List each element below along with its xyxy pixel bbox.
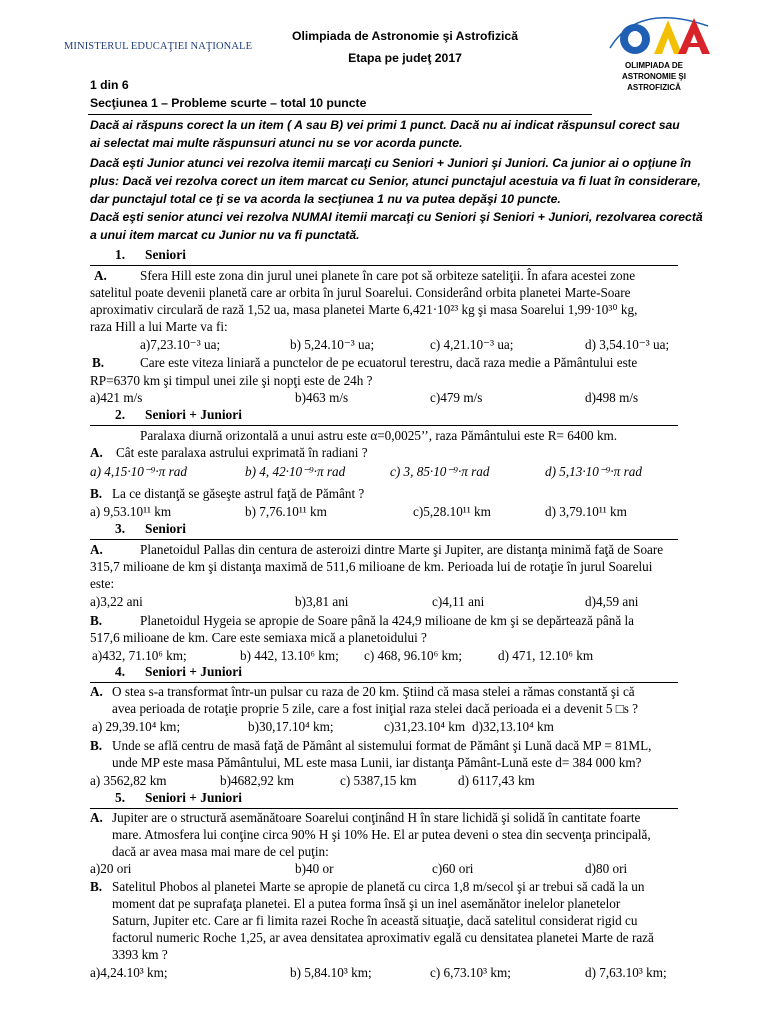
- question-line: 315,7 milioane de km şi distanţa maximă de 511,6 milioane de km. Perioada lui de rotaţie în jurul Soarelui: [90, 559, 653, 574]
- answer-option[interactable]: c) 5387,15 km: [340, 773, 417, 788]
- section-divider: [88, 114, 592, 115]
- question-line: Satelitul Phobos al planetei Marte se apropie de planetă cu circa 1,8 m/secol şi ar trebui să cadă la un: [112, 879, 645, 894]
- item-label: B.: [90, 486, 103, 501]
- question-line: satelitul poate devenii planetă care ar orbita în jurul Soarelui. Considerând orbita planetei Marte-Soare: [90, 285, 631, 300]
- answer-option[interactable]: b)40 or: [295, 861, 334, 876]
- oaa-logo: [608, 12, 718, 62]
- answer-option[interactable]: d) 5,13·10⁻⁹·π rad: [545, 464, 642, 479]
- question-line: RP=6370 km şi timpul unei zile şi nopţi este de 24h ?: [90, 373, 373, 388]
- item-label: B.: [90, 879, 103, 894]
- stage-title: Etapa pe judeţ 2017: [348, 51, 462, 65]
- answer-option[interactable]: c) 4,21.10⁻³ ua;: [430, 337, 514, 352]
- answer-option[interactable]: d) 3,79.10¹¹ km: [545, 504, 627, 519]
- answer-option[interactable]: a)20 ori: [90, 861, 132, 876]
- answer-option[interactable]: d) 3,54.10⁻³ ua;: [585, 337, 670, 352]
- question-line: 517,6 milioane de km. Care este semiaxa mică a planetoidului ?: [90, 630, 427, 645]
- item-label: A.: [90, 810, 103, 825]
- instruction-line: Dacă eşti Junior atunci vei rezolva itemii marcaţi cu Seniori + Juniori şi Juniori. Ca junior ai o opţiune în: [90, 156, 692, 170]
- topic-title: Seniori + Juniori: [145, 790, 242, 805]
- answer-option[interactable]: d) 471, 12.10⁶ km: [498, 648, 594, 663]
- instruction-line: Dacă eşti senior atunci vei rezolva NUMAI itemii marcaţi cu Seniori şi Seniori + Juniori, rezolvarea corectă: [90, 210, 703, 224]
- answer-option[interactable]: b)463 m/s: [295, 390, 349, 405]
- answer-option[interactable]: b) 5,84.10³ km;: [290, 965, 372, 980]
- instruction-line: ai selectat mai multe răspunsuri atunci nu se vor acorda puncte.: [90, 136, 463, 150]
- answer-option[interactable]: c)60 ori: [432, 861, 474, 876]
- topic-number: 5.: [115, 790, 126, 805]
- answer-option[interactable]: b) 4, 42·10⁻⁹·π rad: [245, 464, 346, 479]
- section-title: Secţiunea 1 – Probleme scurte – total 10 puncte: [90, 96, 367, 110]
- answer-option[interactable]: d) 7,63.10³ km;: [585, 965, 667, 980]
- answer-option[interactable]: a)432, 71.10⁶ km;: [92, 648, 187, 663]
- topic-title: Seniori: [145, 521, 186, 536]
- question-line: avea perioada de rotaţie proprie 5 zile, care a fost iniţial raza stelei dacă perioada ei a devenit 5 □s ?: [112, 701, 639, 716]
- question-line: factorul numeric Roche 1,25, ar avea densitatea aproximativ egală cu densitatea planetei Marte de rază: [112, 930, 654, 945]
- question-line: este:: [90, 576, 115, 591]
- topic-rule: [90, 808, 678, 809]
- logo-caption-2: ASTRONOMIE ŞI: [621, 72, 686, 81]
- question-line: Care este viteza liniară a punctelor de pe ecuatorul terestru, dacă raza medie a Pământului este: [140, 355, 638, 370]
- topic-rule: [90, 265, 678, 266]
- item-label: B.: [92, 355, 105, 370]
- question-line: Cât este paralaxa astrului exprimată în radiani ?: [116, 445, 368, 460]
- answer-option[interactable]: c) 3, 85·10⁻⁹·π rad: [390, 464, 490, 479]
- instruction-line: Dacă ai răspuns corect la un item ( A sau B) vei primi 1 punct. Dacă nu ai indicat răspunsul corect sau: [90, 118, 680, 132]
- topic-heading: [115, 247, 186, 263]
- answer-option[interactable]: d) 6117,43 km: [458, 773, 535, 788]
- answer-option[interactable]: d)498 m/s: [585, 390, 639, 405]
- question-line: Sfera Hill este zona din jurul unei planete în care pot să orbiteze sateliţii. În afara acestei zone: [140, 268, 636, 283]
- topic-rule: [90, 682, 678, 683]
- question-line: mare. Atmosfera lui conţine circa 90% H şi 10% He. El ar putea deveni o stea din secvenţa principală,: [112, 827, 651, 842]
- answer-option[interactable]: b) 5,24.10⁻³ ua;: [290, 337, 375, 352]
- topic-title: Seniori + Juniori: [145, 407, 242, 422]
- answer-option[interactable]: b) 7,76.10¹¹ km: [245, 504, 327, 519]
- topic-heading: [115, 407, 242, 423]
- answer-option[interactable]: c)5,28.10¹¹ km: [413, 504, 491, 519]
- question-line: Unde se află centru de masă faţă de Pământ al sistemului format de Pământ şi Lună dacă MP = 81ML,: [112, 738, 652, 753]
- question-line: Planetoidul Pallas din centura de asteroizi dintre Marte şi Jupiter, are distanţa minimă faţă de Soare: [140, 542, 664, 557]
- item-label: B.: [90, 613, 103, 628]
- topic-heading: [115, 664, 242, 680]
- logo-caption-3: ASTROFIZICĂ: [627, 83, 681, 92]
- instruction-line: dar punctajul total ce ţi se va acorda la secţiunea 1 nu va putea depăşi 10 puncte.: [90, 192, 561, 206]
- answer-option[interactable]: a) 29,39.10⁴ km;: [92, 719, 181, 734]
- question-line: unde MP este masa Pământului, ML este masa Lunii, iar distanţa Pământ-Lună este d= 384 000 km?: [112, 755, 642, 770]
- answer-option[interactable]: b)3,81 ani: [295, 594, 349, 609]
- item-label: A.: [90, 684, 103, 699]
- topic-title: Seniori: [145, 247, 186, 262]
- answer-option[interactable]: c)4,11 ani: [432, 594, 485, 609]
- answer-option[interactable]: a)4,24.10³ km;: [90, 965, 168, 980]
- answer-option[interactable]: b) 442, 13.10⁶ km;: [240, 648, 339, 663]
- topic-rule: [90, 425, 678, 426]
- question-line: La ce distanţă se găseşte astrul faţă de Pământ ?: [112, 486, 365, 501]
- answer-option[interactable]: b)30,17.10⁴ km;: [248, 719, 334, 734]
- item-label: A.: [90, 542, 103, 557]
- answer-option[interactable]: a)7,23.10⁻³ ua;: [140, 337, 221, 352]
- answer-option[interactable]: a)3,22 ani: [90, 594, 143, 609]
- logo-caption-1: OLIMPIADA DE: [625, 61, 683, 70]
- answer-option[interactable]: b)4682,92 km: [220, 773, 294, 788]
- item-label: A.: [94, 268, 107, 283]
- question-line: moment dat pe suprafaţa planetei. El a putea forma însă şi un inel asemănător inelelor planetelor: [112, 896, 621, 911]
- topic-heading: [115, 521, 186, 537]
- question-line: dacă ar avea masa mai mare de cel puţin:: [112, 844, 329, 859]
- page-count: 1 din 6: [90, 78, 129, 92]
- question-line: Planetoidul Hygeia se apropie de Soare până la 424,9 milioane de km şi se depărtează până la: [140, 613, 634, 628]
- question-line: Paralaxa diurnă orizontală a unui astru este α=0,0025’’, raza Pământului este R= 6400 km.: [140, 428, 618, 443]
- question-line: raza Hill a lui Marte va fi:: [90, 319, 228, 334]
- question-line: aproximativ circulară de rază 1,52 ua, masa planetei Marte 6,421·10²³ kg şi masa Soarelui 1,99·10³⁰ kg,: [90, 302, 638, 317]
- olympiad-title: Olimpiada de Astronomie şi Astrofizică: [292, 29, 518, 43]
- question-line: Saturn, Jupiter etc. Care ar fi limita razei Roche în această situaţie, dacă satelitul considerat rigid cu: [112, 913, 638, 928]
- question-line: Jupiter are o structură asemănătoare Soarelui conţinând H în stare lichidă şi solidă în cantitate foarte: [112, 810, 641, 825]
- answer-option[interactable]: d)80 ori: [585, 861, 628, 876]
- topic-rule: [90, 539, 678, 540]
- topic-number: 1.: [115, 247, 126, 262]
- answer-option[interactable]: a) 9,53.10¹¹ km: [90, 504, 172, 519]
- topic-number: 4.: [115, 664, 126, 679]
- answer-option[interactable]: a)421 m/s: [90, 390, 143, 405]
- instruction-line: a unui item marcat cu Junior nu va fi punctată.: [90, 228, 360, 242]
- question-line: 3393 km ?: [112, 947, 168, 962]
- answer-option[interactable]: c)31,23.10⁴ km: [384, 719, 466, 734]
- answer-option[interactable]: d)4,59 ani: [585, 594, 639, 609]
- answer-option[interactable]: c)479 m/s: [430, 390, 483, 405]
- topic-title: Seniori + Juniori: [145, 664, 242, 679]
- topic-number: 3.: [115, 521, 126, 536]
- instruction-line: plus: Dacă vei rezolva corect un item marcat cu Senior, atunci punctajul acestuia va fi luat în considerare,: [90, 174, 701, 188]
- answer-option[interactable]: d)32,13.10⁴ km: [472, 719, 554, 734]
- item-label: B.: [90, 738, 103, 753]
- question-line: O stea s-a transformat într-un pulsar cu raza de 20 km. Ştiind că masa stelei a rămas constantă şi că: [112, 684, 635, 699]
- topic-number: 2.: [115, 407, 126, 422]
- answer-option[interactable]: c) 468, 96.10⁶ km;: [364, 648, 462, 663]
- item-label: A.: [90, 445, 103, 460]
- answer-option[interactable]: a) 4,15·10⁻⁹·π rad: [90, 464, 187, 479]
- ministry-name: MINISTERUL EDUCAŢIEI NAŢIONALE: [64, 41, 253, 52]
- topic-heading: [115, 790, 242, 806]
- answer-option[interactable]: a) 3562,82 km: [90, 773, 167, 788]
- answer-option[interactable]: c) 6,73.10³ km;: [430, 965, 511, 980]
